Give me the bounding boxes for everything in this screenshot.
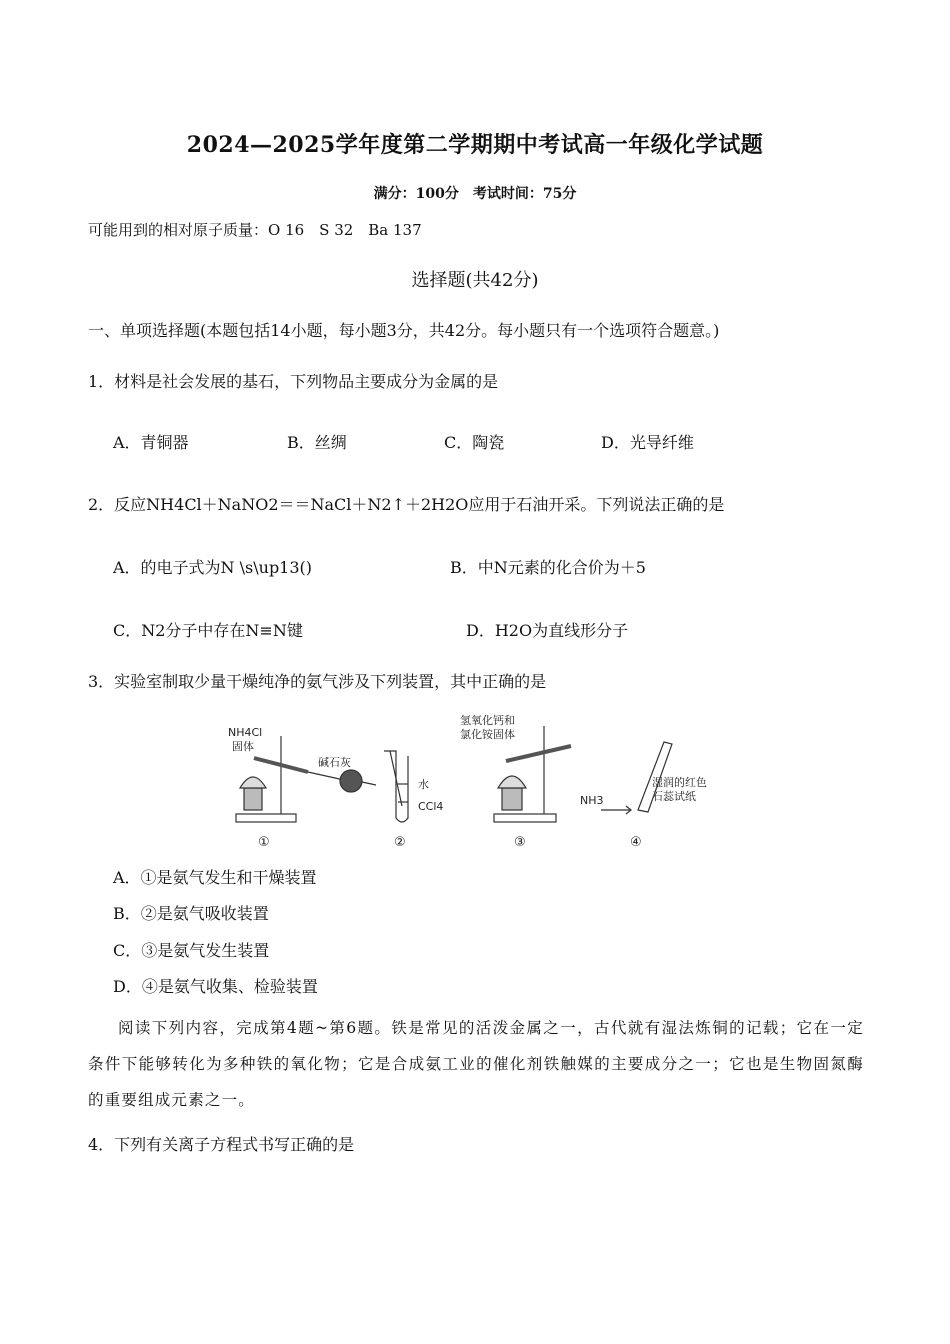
exam-title: 2024—2025学年度第二学期期中考试高一年级化学试题: [186, 132, 764, 158]
q3-option-d: D．④是氨气收集、检验装置: [113, 977, 318, 996]
label-ccl4: CCl4: [418, 800, 444, 813]
q1-option-b: B．丝绸: [287, 433, 347, 452]
label-litmus-2: 石蕊试纸: [652, 790, 696, 803]
q3-option-b: B．②是氨气吸收装置: [113, 904, 269, 923]
q3-stem: 3．实验室制取少量干燥纯净的氨气涉及下列装置，其中正确的是: [88, 672, 547, 691]
label-solid-mix-2: 氯化铵固体: [460, 728, 515, 741]
q1-option-a: A．青铜器: [113, 433, 189, 452]
apparatus-number-2: ②: [394, 835, 406, 850]
q2-stem: 2．反应NH4Cl＋NaNO2＝＝NaCl＋N2↑＋2H2O应用于石油开采。下列说法正确的是: [88, 495, 725, 514]
q1-option-c: C．陶瓷: [444, 433, 505, 452]
apparatus-number-3: ③: [514, 835, 526, 850]
q1-option-d: D．光导纤维: [601, 433, 694, 452]
q2-option-b: B．中N元素的化合价为＋5: [450, 558, 646, 577]
label-nh3: NH3: [580, 794, 604, 807]
q3-option-c: C．③是氨气发生装置: [113, 941, 270, 960]
label-solid: 固体: [232, 740, 254, 753]
q2-option-c: C．N2分子中存在N≡N键: [113, 621, 303, 640]
q3-option-a: A．①是氨气发生和干燥装置: [113, 868, 317, 887]
q2-option-a: A．的电子式为N \s\up13(): [113, 558, 313, 577]
label-water: 水: [418, 778, 429, 791]
label-soda-lime: 碱石灰: [318, 756, 351, 769]
label-litmus-1: 湿润的红色: [652, 776, 707, 789]
atomic-masses: 可能用到的相对原子质量：O 16 S 32 Ba 137: [88, 221, 422, 239]
part-one-instructions: 一、单项选择题(本题包括14小题，每小题3分，共42分。每小题只有一个选项符合题意。): [88, 321, 720, 340]
q1-stem: 1．材料是社会发展的基石，下列物品主要成分为金属的是: [88, 372, 499, 391]
apparatus-number-1: ①: [258, 835, 270, 850]
apparatus-1: [236, 736, 376, 822]
apparatus-figure: [226, 706, 736, 854]
section-title: 选择题(共42分): [411, 270, 539, 291]
label-solid-mix-1: 氢氧化钙和: [460, 714, 515, 727]
reading-passage: 阅读下列内容，完成第4题~第6题。铁是常见的活泼金属之一，古代就有湿法炼铜的记载；它在一定条件下能够转化为多种铁的氧化物；它是合成氨工业的催化剂铁触媒的主要成分之一；它也是生物固氮酶的重要组成元素之一。: [88, 1019, 864, 1109]
exam-meta: 满分：100分 考试时间：75分: [373, 186, 577, 202]
apparatus-number-4: ④: [630, 835, 642, 850]
label-nh4cl: NH4Cl: [228, 726, 263, 739]
q4-stem: 4．下列有关离子方程式书写正确的是: [88, 1135, 355, 1154]
q2-option-d: D．H2O为直线形分子: [466, 621, 629, 640]
apparatus-2: [384, 751, 408, 822]
